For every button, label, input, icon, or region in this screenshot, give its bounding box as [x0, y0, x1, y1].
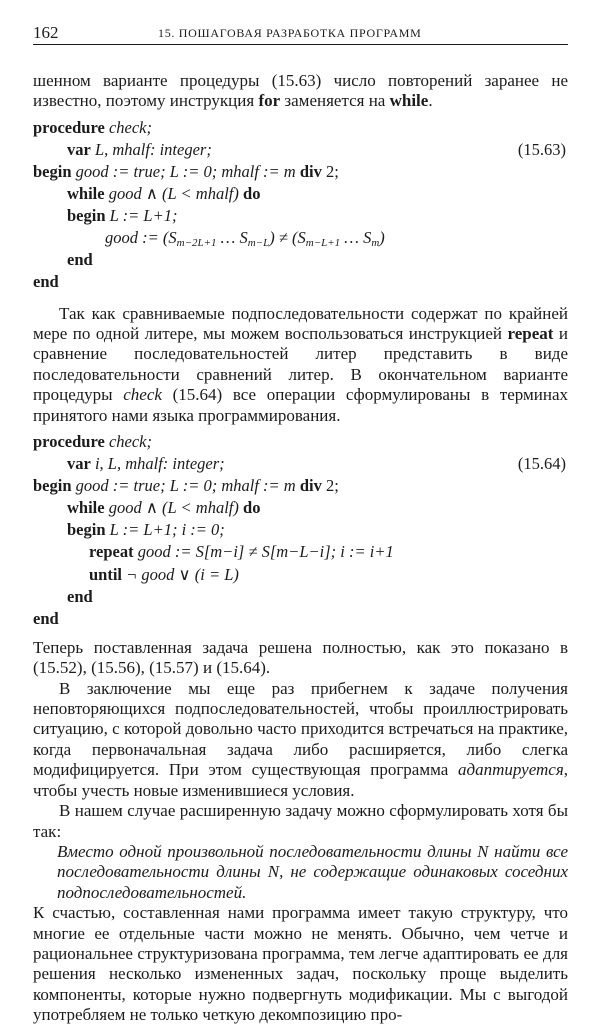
code-line: begin L := L+1;	[67, 206, 178, 226]
keyword-while: while	[389, 91, 429, 111]
keyword-repeat: repeat	[507, 323, 554, 343]
body-paragraph: В заключение мы еще раз прибегнем к задаче получения неповторяющихся подпоследовательностей, чтобы проиллюстрировать ситуацию, с которой довольно часто приходится встречаться на практике, когда первоначальная задача либо расширяется, либо слегка модифицируется. При этом существующая программа адаптируется, чтобы учесть новые изменившиеся условия.	[33, 678, 568, 800]
keyword-for: for	[258, 91, 281, 111]
body-paragraph: В нашем случае расширенную задачу можно сформулировать хотя бы так:	[33, 801, 568, 841]
code-line: procedure check;	[33, 117, 152, 137]
code-line: good := ($S_{m-2L+1}$ … $S_{m-L}) \ne (S_{m-L+1}$ … $S_m$)	[105, 228, 385, 250]
equation-number: (15.64)	[517, 454, 566, 474]
code-line: while good ∧ (L < mhalf) do	[67, 498, 261, 518]
body-paragraph: К счастью, составленная нами программа имеет такую структуру, что многие ее отдельные части можно не менять. Обычно, чем четче и рациональнее структуризована программа, тем легче адаптировать ее для решения несколько измененных задач, поскольку проще выделить компоненты, которые нужно подвергнуть модификации. Мы с выгодой употребляем не только четкую декомпозицию про-	[33, 903, 568, 1025]
running-title: 15. ПОШАГОВАЯ РАЗРАБОТКА ПРОГРАММ	[158, 26, 422, 40]
page-header	[33, 22, 568, 45]
code-line: var i, L, mhalf: integer; (15.64)	[33, 453, 568, 475]
code-line: begin L := L+1; i := 0;	[67, 520, 225, 540]
body-paragraph: Так как сравниваемые подпоследовательности содержат по крайней мере по одной литере, мы можем воспользоваться инструкцией repeat и сравнение последовательностей литер представить в виде последовательности сравнений литер. В окончательном варианте процедуры check (15.64) все операции сформулированы в терминах принятого нами языка программирования.	[33, 303, 568, 425]
code-line: var L, mhalf: integer; (15.63)	[33, 139, 568, 161]
body-paragraph: Теперь поставленная задача решена полностью, как это показано в (15.52), (15.56), (15.57) и (15.64).	[33, 637, 568, 678]
code-line: end	[67, 586, 93, 606]
code-line: while good ∧ (L < mhalf) do	[67, 184, 261, 204]
code-line: end	[33, 608, 59, 628]
code-listing-15-63	[33, 117, 568, 294]
code-line: begin good := true; L := 0; mhalf := m div 2;	[33, 162, 339, 181]
code-line: end	[67, 250, 93, 270]
intro-paragraph: шенном варианте процедуры (15.63) число повторений заранее не известно, поэтому инструкция for заменяется на while.	[33, 71, 568, 111]
code-line: repeat good := S[m−i] ≠ S[m−L−i]; i := i+1	[89, 542, 394, 562]
code-line: begin good := true; L := 0; mhalf := m div 2;	[33, 476, 339, 496]
task-statement-quote: Вместо одной произвольной последовательности длины N найти все последовательности длины N, не содержащие одинаковых соседних подпоследовательностей.	[57, 841, 568, 902]
book-page	[33, 22, 568, 1026]
page-number: 162	[33, 23, 59, 42]
code-line: procedure check;	[33, 432, 152, 451]
code-line: until ¬ good ∨ (i = L)	[89, 564, 239, 584]
equation-number: (15.63)	[517, 139, 566, 159]
code-listing-15-64	[33, 431, 568, 630]
code-line: end	[33, 272, 59, 292]
